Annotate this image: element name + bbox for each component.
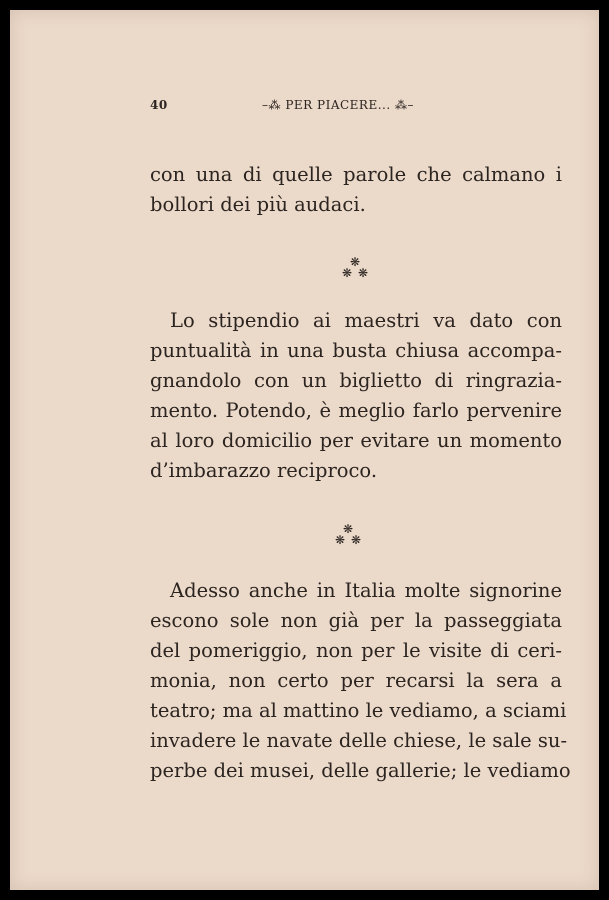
book-page xyxy=(10,10,599,890)
text-line: bollori dei più audaci. xyxy=(150,193,366,216)
text-line: Adesso anche in Italia molte signorine xyxy=(170,579,562,602)
text-line: monia, non certo per recarsi la sera a xyxy=(150,669,562,692)
text-line: Lo stipendio ai maestri va dato con xyxy=(170,309,562,332)
asterism-separator xyxy=(340,256,380,286)
asterism-star-icon: ❋ xyxy=(351,533,362,547)
text-line: escono sole non già per la passeggiata xyxy=(150,609,562,632)
paragraph-stipendio xyxy=(150,306,562,486)
asterism-separator xyxy=(333,523,373,553)
page-number: 40 xyxy=(150,98,168,112)
paragraph-signorine xyxy=(150,576,571,786)
text-line: perbe dei musei, delle gallerie; le vediamo xyxy=(150,759,571,782)
text-line: d’imbarazzo reciproco. xyxy=(150,459,378,482)
asterism-star-icon: ❋ xyxy=(350,255,361,269)
running-header xyxy=(150,98,485,118)
text-line: del pomeriggio, non per le visite di ceri- xyxy=(150,639,562,662)
asterism-star-icon: ❋ xyxy=(343,522,354,536)
text-line: gnandolo con un biglietto di ringrazia- xyxy=(150,369,562,392)
text-line: mento. Potendo, è meglio farlo pervenire xyxy=(150,399,562,422)
text-line: teatro; ma al mattino le vediamo, a sciami xyxy=(150,699,567,722)
text-line: invadere le navate delle chiese, le sale su- xyxy=(150,729,568,752)
text-line: al loro domicilio per evitare un momento xyxy=(150,429,562,452)
asterism-star-icon: ❋ xyxy=(335,533,346,547)
text-line: con una di quelle parole che calmano i xyxy=(150,163,562,186)
asterism-star-icon: ❋ xyxy=(342,266,353,280)
asterism-star-icon: ❋ xyxy=(358,266,369,280)
text-line: puntualità in una busta chiusa accompa- xyxy=(150,339,562,362)
paragraph-continuation xyxy=(150,160,562,220)
running-title: –⁂ PER PIACERE... ⁂– xyxy=(262,98,414,112)
